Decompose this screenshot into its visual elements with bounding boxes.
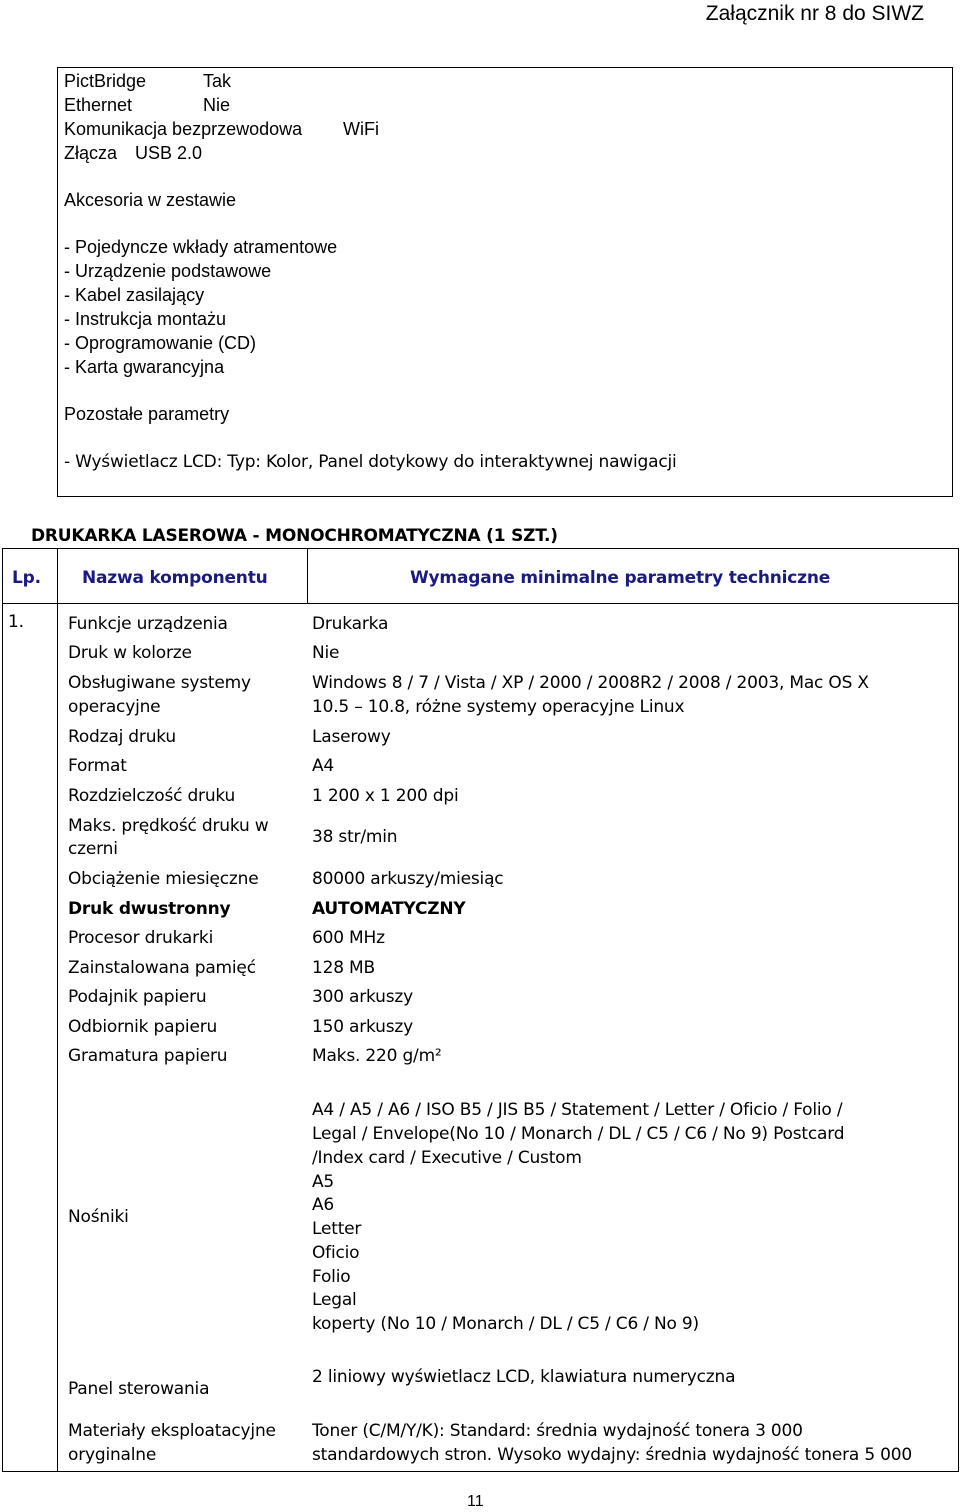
component-value-panel: 2 liniowy wyświetlacz LCD, klawiatura numeryczna (312, 1367, 736, 1387)
component-value: 150 arkuszy (312, 1017, 413, 1037)
media-line: /Index card / Executive / Custom (312, 1148, 582, 1168)
component-value: 600 MHz (312, 928, 385, 948)
accessory-item: - Kabel zasilający (64, 285, 205, 305)
component-value: 300 arkuszy (312, 987, 413, 1007)
media-line: A6 (312, 1195, 335, 1215)
component-name-media: Nośniki (68, 1207, 129, 1227)
accessory-item: - Oprogramowanie (CD) (64, 333, 257, 353)
media-line: koperty (No 10 / Monarch / DL / C5 / C6 / No 9) (312, 1314, 699, 1334)
component-name-cont: operacyjne (68, 697, 161, 717)
component-name: Obciążenie miesięczne (68, 869, 259, 889)
header-lp: Lp. (12, 568, 41, 588)
component-name: Maks. prędkość druku w (68, 816, 269, 836)
component-value-consumables: Toner (C/M/Y/K): Standard: średnia wydajność tonera 3 000 (312, 1421, 803, 1441)
component-name-cont: czerni (68, 839, 118, 859)
accessory-item: - Pojedyncze wkłady atramentowe (64, 237, 338, 257)
component-name: Obsługiwane systemy (68, 673, 251, 693)
component-value: Maks. 220 g/m² (312, 1046, 442, 1066)
media-line: A5 (312, 1172, 335, 1192)
spec-value-wireless: WiFi (343, 119, 379, 139)
media-line: Legal (312, 1290, 357, 1310)
component-value: A4 (312, 756, 335, 776)
header-component-name: Nazwa komponentu (82, 568, 268, 588)
component-value: 80000 arkuszy/miesiąc (312, 869, 504, 889)
component-value-cont: 10.5 – 10.8, różne systemy operacyjne Linux (312, 697, 685, 717)
spec-label-ports: Złącza (64, 143, 118, 163)
other-params-lcd: - Wyświetlacz LCD: Typ: Kolor, Panel dotykowy do interaktywnej nawigacji (64, 452, 677, 472)
media-line: Oficio (312, 1243, 360, 1263)
component-name-panel: Panel sterowania (68, 1379, 210, 1399)
component-name: Druk dwustronny (68, 899, 231, 919)
table-header-divider (2, 603, 959, 604)
component-value: Drukarka (312, 614, 389, 634)
spec-value-ports: USB 2.0 (135, 143, 203, 163)
component-name: Funkcje urządzenia (68, 614, 228, 634)
media-line: A4 / A5 / A6 / ISO B5 / JIS B5 / Statement / Letter / Oficio / Folio / (312, 1100, 843, 1120)
component-name-consumables-cont: oryginalne (68, 1445, 157, 1465)
other-params-title: Pozostałe parametry (64, 404, 230, 424)
accessories-title: Akcesoria w zestawie (64, 190, 237, 210)
component-value-consumables-cont: standardowych stron. Wysoko wydajny: średnia wydajność tonera 5 000 (312, 1445, 913, 1465)
spec-value-pictbridge: Tak (203, 71, 232, 91)
spec-value-ethernet: Nie (203, 95, 231, 115)
media-line: Folio (312, 1267, 351, 1287)
annex-header: Załącznik nr 8 do SIWZ (705, 2, 924, 25)
component-value: AUTOMATYCZNY (312, 899, 466, 919)
component-value: Laserowy (312, 727, 391, 747)
spec-label-wireless: Komunikacja bezprzewodowa (64, 119, 303, 139)
accessory-item: - Instrukcja montażu (64, 309, 227, 329)
header-parameters: Wymagane minimalne parametry techniczne (410, 568, 831, 588)
media-line: Letter (312, 1219, 362, 1239)
component-name: Zainstalowana pamięć (68, 958, 256, 978)
component-name-consumables: Materiały eksploatacyjne (68, 1421, 276, 1441)
component-value: Nie (312, 643, 340, 663)
component-name: Procesor drukarki (68, 928, 214, 948)
section-title: DRUKARKA LASEROWA - MONOCHROMATYCZNA (1 SZT.) (31, 526, 558, 546)
col-divider-2 (307, 548, 308, 603)
accessory-item: - Karta gwarancyjna (64, 357, 225, 377)
component-name: Format (68, 756, 127, 776)
component-value: 38 str/min (312, 827, 398, 847)
component-name: Odbiornik papieru (68, 1017, 218, 1037)
component-value: 1 200 x 1 200 dpi (312, 786, 459, 806)
col-divider-1 (57, 548, 58, 1472)
component-name: Gramatura papieru (68, 1046, 228, 1066)
page-number: 11 (467, 1493, 484, 1510)
component-value: 128 MB (312, 958, 375, 978)
component-value: Windows 8 / 7 / Vista / XP / 2000 / 2008R2 / 2008 / 2003, Mac OS X (312, 673, 869, 693)
row-lp-number: 1. (8, 612, 24, 632)
accessory-item: - Urządzenie podstawowe (64, 261, 272, 281)
component-name: Podajnik papieru (68, 987, 207, 1007)
media-line: Legal / Envelope(No 10 / Monarch / DL / C5 / C6 / No 9) Postcard (312, 1124, 845, 1144)
component-name: Rodzaj druku (68, 727, 176, 747)
component-name: Druk w kolorze (68, 643, 192, 663)
component-name: Rozdzielczość druku (68, 786, 236, 806)
spec-label-pictbridge: PictBridge (64, 71, 147, 91)
spec-label-ethernet: Ethernet (64, 95, 133, 115)
